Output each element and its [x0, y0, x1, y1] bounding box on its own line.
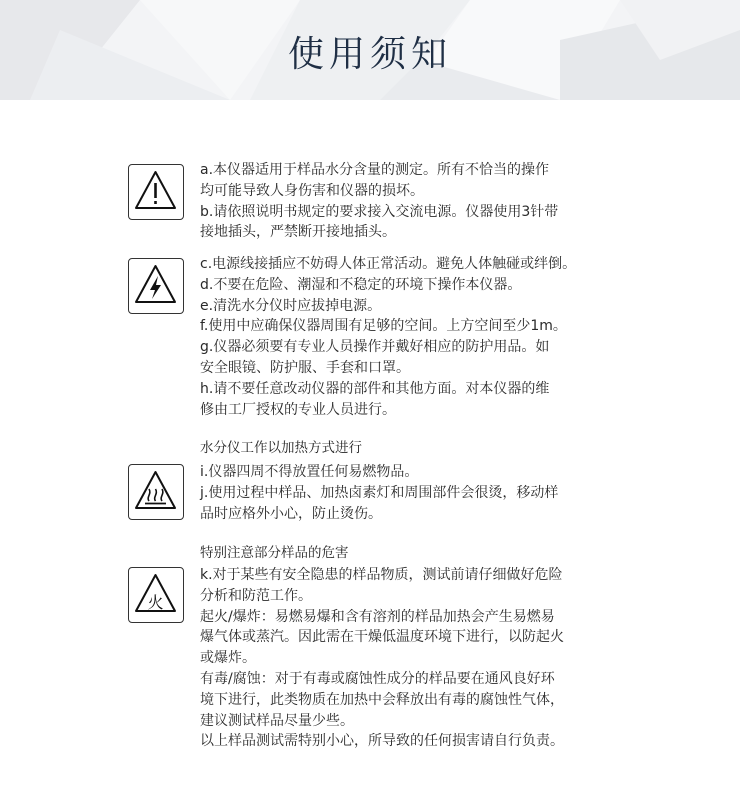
notice-line: g.仪器必须要有专业人员操作并戴好相应的防护用品。如 [200, 339, 550, 356]
notice-line: 分析和防范工作。 [200, 587, 312, 604]
notice-line: 修由工厂授权的专业人员进行。 [200, 401, 396, 418]
hot-surface-warning-icon [128, 464, 184, 520]
notice-group-3 [200, 462, 610, 524]
notice-line: d.不要在危险、潮湿和不稳定的环境下操作本仪器。 [200, 276, 522, 293]
section-subheading: 水分仪工作以加热方式进行 [200, 440, 362, 456]
notice-line: 或爆炸。 [200, 650, 256, 667]
notice-line: k.对于某些有安全隐患的样品物质，测试前请仔细做好危险 [200, 567, 563, 583]
electric-shock-warning-icon [128, 258, 184, 314]
notice-line: c.电源线接插应不妨碍人体正常活动。避免人体触碰或绊倒。 [200, 256, 577, 272]
notice-line: b.请依照说明书规定的要求接入交流电源。仪器使用3针带 [200, 203, 559, 220]
notice-line: 起火/爆炸：易燃易爆和含有溶剂的样品加热会产生易燃易 [200, 608, 555, 625]
notice-line: f.使用中应确保仪器周围有足够的空间。上方空间至少1m。 [200, 318, 567, 335]
notice-line: 接地插头，严禁断开接地插头。 [200, 224, 396, 241]
notice-line: j.使用过程中样品、加热卤素灯和周围部件会很烫，移动样 [200, 484, 559, 501]
notice-group-1 [200, 160, 610, 243]
notice-line: 以上样品测试需特别小心，所导致的任何损害请自行负责。 [200, 733, 564, 750]
page-header [0, 0, 740, 100]
notice-line: 有毒/腐蚀：对于有毒或腐蚀性成分的样品要在通风良好环 [200, 670, 555, 687]
notice-line: 品时应格外小心，防止烫伤。 [200, 505, 382, 522]
notice-line: 爆气体或蒸汽。因此需在干燥低温度环境下进行，以防起火 [200, 629, 564, 646]
notice-line: h.请不要任意改动仪器的部件和其他方面。对本仪器的维 [200, 380, 550, 397]
notice-group-4 [200, 565, 610, 752]
notice-line: 安全眼镜、防护服、手套和口罩。 [200, 359, 410, 376]
notice-line: 建议测试样品尽量少些。 [200, 712, 354, 729]
notice-line: a.本仪器适用于样品水分含量的测定。所有不恰当的操作 [200, 162, 550, 178]
notice-line: 境下进行，此类物质在加热中会释放出有毒的腐蚀性气体， [200, 691, 564, 708]
notice-group-2 [200, 254, 610, 420]
fire-warning-icon [128, 567, 184, 623]
notice-line: e.清洗水分仪时应拔掉电源。 [200, 297, 382, 314]
fire-glyph: 火 [147, 593, 164, 612]
general-warning-icon [128, 164, 184, 220]
notice-line: i.仪器四周不得放置任何易燃物品。 [200, 464, 419, 480]
notice-line: 均可能导致人身伤害和仪器的损坏。 [200, 182, 424, 199]
page-title: 使用须知 [287, 34, 452, 75]
section-subheading: 特别注意部分样品的危害 [200, 545, 349, 561]
